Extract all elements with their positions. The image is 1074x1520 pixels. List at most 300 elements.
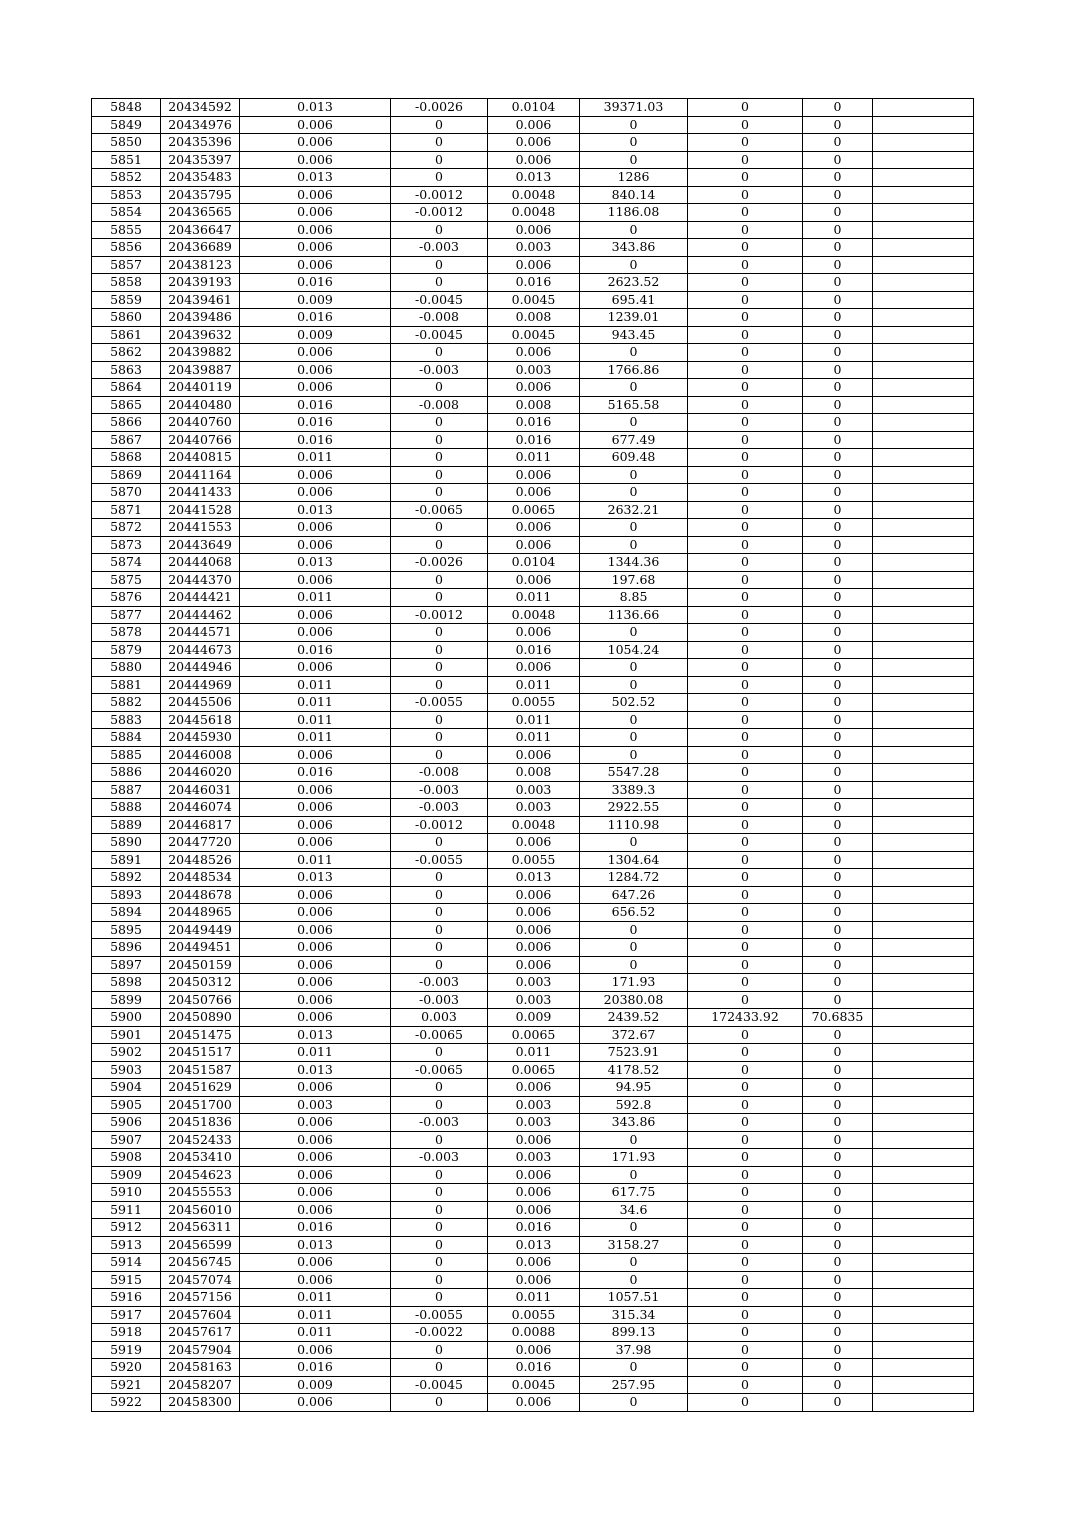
table-row — [92, 1219, 974, 1237]
amount-cell: 0 — [580, 484, 688, 502]
adjustment-cell: 0 — [391, 1079, 488, 1097]
total-cell: 0 — [688, 886, 803, 904]
total-cell: 0 — [688, 921, 803, 939]
table-row — [92, 886, 974, 904]
empty-cell — [873, 1044, 974, 1062]
value-a-cell: 0.006 — [240, 1271, 391, 1289]
row-number-cell: 5910 — [92, 1184, 161, 1202]
table-row — [92, 1271, 974, 1289]
total-cell: 0 — [688, 291, 803, 309]
table-row — [92, 764, 974, 782]
value-b-cell: 0.016 — [488, 1359, 580, 1377]
adjustment-cell: -0.008 — [391, 309, 488, 327]
adjustment-cell: 0.003 — [391, 1009, 488, 1027]
value-a-cell: 0.006 — [240, 816, 391, 834]
amount-cell: 0 — [580, 746, 688, 764]
amount-cell: 2632.21 — [580, 501, 688, 519]
table-row — [92, 274, 974, 292]
total-cell: 0 — [688, 1306, 803, 1324]
amount-cell: 0 — [580, 1219, 688, 1237]
total-cell: 0 — [688, 1079, 803, 1097]
adjustment-cell: 0 — [391, 641, 488, 659]
amount-cell: 609.48 — [580, 449, 688, 467]
value-a-cell: 0.011 — [240, 729, 391, 747]
value-b-cell: 0.006 — [488, 956, 580, 974]
row-number-cell: 5901 — [92, 1026, 161, 1044]
table-row — [92, 694, 974, 712]
id-cell: 20446031 — [161, 781, 240, 799]
row-number-cell: 5867 — [92, 431, 161, 449]
value-a-cell: 0.006 — [240, 344, 391, 362]
value-b-cell: 0.003 — [488, 1149, 580, 1167]
value-a-cell: 0.016 — [240, 414, 391, 432]
row-number-cell: 5921 — [92, 1376, 161, 1394]
ratio-cell: 0 — [803, 1149, 873, 1167]
id-cell: 20440760 — [161, 414, 240, 432]
total-cell: 0 — [688, 1254, 803, 1272]
row-number-cell: 5883 — [92, 711, 161, 729]
id-cell: 20448526 — [161, 851, 240, 869]
empty-cell — [873, 1114, 974, 1132]
empty-cell — [873, 851, 974, 869]
value-b-cell: 0.003 — [488, 974, 580, 992]
table-row — [92, 1131, 974, 1149]
total-cell: 0 — [688, 239, 803, 257]
row-number-cell: 5918 — [92, 1324, 161, 1342]
table-row — [92, 326, 974, 344]
value-a-cell: 0.006 — [240, 921, 391, 939]
ratio-cell: 0 — [803, 1026, 873, 1044]
adjustment-cell: 0 — [391, 519, 488, 537]
table-row — [92, 1254, 974, 1272]
ratio-cell: 0 — [803, 1044, 873, 1062]
total-cell: 0 — [688, 519, 803, 537]
total-cell: 0 — [688, 904, 803, 922]
table-row — [92, 256, 974, 274]
adjustment-cell: -0.0045 — [391, 291, 488, 309]
empty-cell — [873, 1009, 974, 1027]
value-a-cell: 0.006 — [240, 1079, 391, 1097]
value-a-cell: 0.013 — [240, 554, 391, 572]
value-a-cell: 0.006 — [240, 186, 391, 204]
value-b-cell: 0.006 — [488, 1131, 580, 1149]
value-b-cell: 0.0048 — [488, 816, 580, 834]
amount-cell: 0 — [580, 921, 688, 939]
table-row — [92, 361, 974, 379]
value-a-cell: 0.006 — [240, 1131, 391, 1149]
empty-cell — [873, 536, 974, 554]
value-b-cell: 0.006 — [488, 134, 580, 152]
value-a-cell: 0.006 — [240, 904, 391, 922]
id-cell: 20441528 — [161, 501, 240, 519]
table-row — [92, 834, 974, 852]
row-number-cell: 5900 — [92, 1009, 161, 1027]
ratio-cell: 0 — [803, 781, 873, 799]
adjustment-cell: 0 — [391, 1236, 488, 1254]
adjustment-cell: 0 — [391, 1201, 488, 1219]
row-number-cell: 5849 — [92, 116, 161, 134]
value-a-cell: 0.006 — [240, 781, 391, 799]
adjustment-cell: -0.0055 — [391, 851, 488, 869]
adjustment-cell: -0.008 — [391, 396, 488, 414]
table-row — [92, 186, 974, 204]
ratio-cell: 0 — [803, 239, 873, 257]
value-b-cell: 0.006 — [488, 939, 580, 957]
ratio-cell: 0 — [803, 571, 873, 589]
adjustment-cell: 0 — [391, 414, 488, 432]
row-number-cell: 5877 — [92, 606, 161, 624]
row-number-cell: 5919 — [92, 1341, 161, 1359]
empty-cell — [873, 1131, 974, 1149]
table-row — [92, 589, 974, 607]
empty-cell — [873, 1254, 974, 1272]
adjustment-cell: -0.0065 — [391, 1026, 488, 1044]
id-cell: 20451475 — [161, 1026, 240, 1044]
empty-cell — [873, 291, 974, 309]
amount-cell: 695.41 — [580, 291, 688, 309]
table-row — [92, 1289, 974, 1307]
total-cell: 0 — [688, 1341, 803, 1359]
ratio-cell: 0 — [803, 764, 873, 782]
adjustment-cell: 0 — [391, 1131, 488, 1149]
id-cell: 20436565 — [161, 204, 240, 222]
amount-cell: 0 — [580, 956, 688, 974]
id-cell: 20446008 — [161, 746, 240, 764]
ratio-cell: 0 — [803, 466, 873, 484]
id-cell: 20440815 — [161, 449, 240, 467]
adjustment-cell: 0 — [391, 1394, 488, 1412]
ratio-cell: 0 — [803, 869, 873, 887]
value-a-cell: 0.003 — [240, 1096, 391, 1114]
row-number-cell: 5895 — [92, 921, 161, 939]
row-number-cell: 5899 — [92, 991, 161, 1009]
value-a-cell: 0.006 — [240, 606, 391, 624]
value-b-cell: 0.006 — [488, 1166, 580, 1184]
id-cell: 20453410 — [161, 1149, 240, 1167]
value-b-cell: 0.0055 — [488, 851, 580, 869]
empty-cell — [873, 186, 974, 204]
value-a-cell: 0.006 — [240, 239, 391, 257]
empty-cell — [873, 431, 974, 449]
empty-cell — [873, 414, 974, 432]
empty-cell — [873, 589, 974, 607]
ratio-cell: 0 — [803, 886, 873, 904]
id-cell: 20444946 — [161, 659, 240, 677]
value-a-cell: 0.006 — [240, 151, 391, 169]
id-cell: 20457074 — [161, 1271, 240, 1289]
total-cell: 0 — [688, 1026, 803, 1044]
adjustment-cell: -0.003 — [391, 1149, 488, 1167]
id-cell: 20456010 — [161, 1201, 240, 1219]
row-number-cell: 5871 — [92, 501, 161, 519]
amount-cell: 0 — [580, 134, 688, 152]
id-cell: 20440119 — [161, 379, 240, 397]
amount-cell: 1344.36 — [580, 554, 688, 572]
ratio-cell: 0 — [803, 449, 873, 467]
id-cell: 20449451 — [161, 939, 240, 957]
adjustment-cell: -0.0055 — [391, 694, 488, 712]
adjustment-cell: 0 — [391, 344, 488, 362]
id-cell: 20436647 — [161, 221, 240, 239]
row-number-cell: 5889 — [92, 816, 161, 834]
ratio-cell: 0 — [803, 799, 873, 817]
empty-cell — [873, 1394, 974, 1412]
row-number-cell: 5848 — [92, 99, 161, 117]
ratio-cell: 0 — [803, 974, 873, 992]
value-a-cell: 0.016 — [240, 274, 391, 292]
value-a-cell: 0.011 — [240, 711, 391, 729]
ratio-cell: 0 — [803, 904, 873, 922]
id-cell: 20436689 — [161, 239, 240, 257]
value-b-cell: 0.0048 — [488, 606, 580, 624]
amount-cell: 592.8 — [580, 1096, 688, 1114]
row-number-cell: 5891 — [92, 851, 161, 869]
total-cell: 0 — [688, 1394, 803, 1412]
value-b-cell: 0.006 — [488, 1271, 580, 1289]
amount-cell: 39371.03 — [580, 99, 688, 117]
total-cell: 0 — [688, 554, 803, 572]
ratio-cell: 0 — [803, 711, 873, 729]
empty-cell — [873, 781, 974, 799]
adjustment-cell: 0 — [391, 151, 488, 169]
value-a-cell: 0.013 — [240, 1061, 391, 1079]
table-row — [92, 974, 974, 992]
ratio-cell: 0 — [803, 1376, 873, 1394]
value-a-cell: 0.006 — [240, 379, 391, 397]
value-a-cell: 0.006 — [240, 1114, 391, 1132]
amount-cell: 1284.72 — [580, 869, 688, 887]
table-body — [92, 99, 974, 1412]
total-cell: 0 — [688, 134, 803, 152]
table-row — [92, 1026, 974, 1044]
table-row — [92, 169, 974, 187]
ratio-cell: 0 — [803, 1341, 873, 1359]
value-a-cell: 0.006 — [240, 886, 391, 904]
value-a-cell: 0.006 — [240, 659, 391, 677]
empty-cell — [873, 309, 974, 327]
adjustment-cell: -0.0045 — [391, 1376, 488, 1394]
row-number-cell: 5859 — [92, 291, 161, 309]
total-cell: 0 — [688, 1131, 803, 1149]
total-cell: 0 — [688, 1114, 803, 1132]
row-number-cell: 5850 — [92, 134, 161, 152]
amount-cell: 34.6 — [580, 1201, 688, 1219]
amount-cell: 4178.52 — [580, 1061, 688, 1079]
value-b-cell: 0.006 — [488, 624, 580, 642]
adjustment-cell: 0 — [391, 1044, 488, 1062]
adjustment-cell: 0 — [391, 711, 488, 729]
total-cell: 0 — [688, 1201, 803, 1219]
id-cell: 20451517 — [161, 1044, 240, 1062]
value-b-cell: 0.013 — [488, 169, 580, 187]
adjustment-cell: 0 — [391, 431, 488, 449]
adjustment-cell: 0 — [391, 1184, 488, 1202]
row-number-cell: 5892 — [92, 869, 161, 887]
amount-cell: 0 — [580, 221, 688, 239]
total-cell: 0 — [688, 1376, 803, 1394]
adjustment-cell: -0.0026 — [391, 554, 488, 572]
adjustment-cell: 0 — [391, 449, 488, 467]
empty-cell — [873, 1236, 974, 1254]
ratio-cell: 0 — [803, 414, 873, 432]
empty-cell — [873, 921, 974, 939]
adjustment-cell: 0 — [391, 1166, 488, 1184]
id-cell: 20448678 — [161, 886, 240, 904]
row-number-cell: 5912 — [92, 1219, 161, 1237]
value-a-cell: 0.006 — [240, 484, 391, 502]
empty-cell — [873, 571, 974, 589]
value-a-cell: 0.006 — [240, 204, 391, 222]
amount-cell: 0 — [580, 1166, 688, 1184]
value-b-cell: 0.008 — [488, 396, 580, 414]
value-b-cell: 0.011 — [488, 1289, 580, 1307]
empty-cell — [873, 869, 974, 887]
value-b-cell: 0.011 — [488, 676, 580, 694]
row-number-cell: 5888 — [92, 799, 161, 817]
amount-cell: 5165.58 — [580, 396, 688, 414]
row-number-cell: 5913 — [92, 1236, 161, 1254]
id-cell: 20449449 — [161, 921, 240, 939]
row-number-cell: 5898 — [92, 974, 161, 992]
value-b-cell: 0.006 — [488, 746, 580, 764]
empty-cell — [873, 799, 974, 817]
total-cell: 0 — [688, 221, 803, 239]
table-row — [92, 431, 974, 449]
ratio-cell: 0 — [803, 939, 873, 957]
value-a-cell: 0.009 — [240, 1376, 391, 1394]
adjustment-cell: -0.008 — [391, 764, 488, 782]
row-number-cell: 5876 — [92, 589, 161, 607]
id-cell: 20439486 — [161, 309, 240, 327]
id-cell: 20451700 — [161, 1096, 240, 1114]
amount-cell: 0 — [580, 536, 688, 554]
amount-cell: 0 — [580, 729, 688, 747]
value-a-cell: 0.011 — [240, 1289, 391, 1307]
value-b-cell: 0.016 — [488, 1219, 580, 1237]
total-cell: 0 — [688, 1359, 803, 1377]
empty-cell — [873, 1306, 974, 1324]
empty-cell — [873, 764, 974, 782]
row-number-cell: 5884 — [92, 729, 161, 747]
empty-cell — [873, 1341, 974, 1359]
table-row — [92, 1096, 974, 1114]
table-row — [92, 729, 974, 747]
ratio-cell: 0 — [803, 921, 873, 939]
total-cell: 0 — [688, 764, 803, 782]
ratio-cell: 0 — [803, 204, 873, 222]
value-b-cell: 0.006 — [488, 659, 580, 677]
value-b-cell: 0.0065 — [488, 501, 580, 519]
total-cell: 0 — [688, 1149, 803, 1167]
adjustment-cell: 0 — [391, 886, 488, 904]
table-row — [92, 746, 974, 764]
row-number-cell: 5905 — [92, 1096, 161, 1114]
amount-cell: 1304.64 — [580, 851, 688, 869]
empty-cell — [873, 1289, 974, 1307]
total-cell: 0 — [688, 606, 803, 624]
amount-cell: 5547.28 — [580, 764, 688, 782]
empty-cell — [873, 624, 974, 642]
empty-cell — [873, 904, 974, 922]
ratio-cell: 0 — [803, 1254, 873, 1272]
value-b-cell: 0.006 — [488, 221, 580, 239]
ratio-cell: 0 — [803, 1394, 873, 1412]
table-row — [92, 466, 974, 484]
amount-cell: 37.98 — [580, 1341, 688, 1359]
total-cell: 0 — [688, 501, 803, 519]
empty-cell — [873, 326, 974, 344]
amount-cell: 315.34 — [580, 1306, 688, 1324]
value-a-cell: 0.006 — [240, 939, 391, 957]
value-a-cell: 0.006 — [240, 1166, 391, 1184]
row-number-cell: 5897 — [92, 956, 161, 974]
id-cell: 20440766 — [161, 431, 240, 449]
row-number-cell: 5879 — [92, 641, 161, 659]
id-cell: 20444673 — [161, 641, 240, 659]
row-number-cell: 5864 — [92, 379, 161, 397]
table-row — [92, 1341, 974, 1359]
ratio-cell: 0 — [803, 694, 873, 712]
empty-cell — [873, 1026, 974, 1044]
value-a-cell: 0.006 — [240, 624, 391, 642]
empty-cell — [873, 361, 974, 379]
total-cell: 0 — [688, 344, 803, 362]
id-cell: 20451587 — [161, 1061, 240, 1079]
value-b-cell: 0.006 — [488, 1341, 580, 1359]
value-b-cell: 0.011 — [488, 1044, 580, 1062]
amount-cell: 0 — [580, 256, 688, 274]
total-cell: 0 — [688, 414, 803, 432]
id-cell: 20448534 — [161, 869, 240, 887]
row-number-cell: 5902 — [92, 1044, 161, 1062]
adjustment-cell: 0 — [391, 1096, 488, 1114]
ratio-cell: 0 — [803, 344, 873, 362]
id-cell: 20454623 — [161, 1166, 240, 1184]
value-a-cell: 0.006 — [240, 134, 391, 152]
value-b-cell: 0.016 — [488, 431, 580, 449]
id-cell: 20441164 — [161, 466, 240, 484]
ratio-cell: 0 — [803, 659, 873, 677]
row-number-cell: 5903 — [92, 1061, 161, 1079]
value-a-cell: 0.011 — [240, 676, 391, 694]
ratio-cell: 0 — [803, 309, 873, 327]
value-a-cell: 0.009 — [240, 326, 391, 344]
amount-cell: 0 — [580, 676, 688, 694]
table-row — [92, 116, 974, 134]
id-cell: 20455553 — [161, 1184, 240, 1202]
total-cell: 0 — [688, 431, 803, 449]
id-cell: 20450766 — [161, 991, 240, 1009]
id-cell: 20446817 — [161, 816, 240, 834]
id-cell: 20457904 — [161, 1341, 240, 1359]
value-a-cell: 0.013 — [240, 1236, 391, 1254]
value-a-cell: 0.006 — [240, 956, 391, 974]
value-b-cell: 0.008 — [488, 309, 580, 327]
empty-cell — [873, 554, 974, 572]
total-cell: 0 — [688, 99, 803, 117]
empty-cell — [873, 1376, 974, 1394]
row-number-cell: 5916 — [92, 1289, 161, 1307]
value-a-cell: 0.011 — [240, 589, 391, 607]
row-number-cell: 5908 — [92, 1149, 161, 1167]
empty-cell — [873, 204, 974, 222]
id-cell: 20435397 — [161, 151, 240, 169]
table-row — [92, 221, 974, 239]
table-row — [92, 239, 974, 257]
table-row — [92, 1324, 974, 1342]
value-b-cell: 0.006 — [488, 519, 580, 537]
ratio-cell: 0 — [803, 134, 873, 152]
